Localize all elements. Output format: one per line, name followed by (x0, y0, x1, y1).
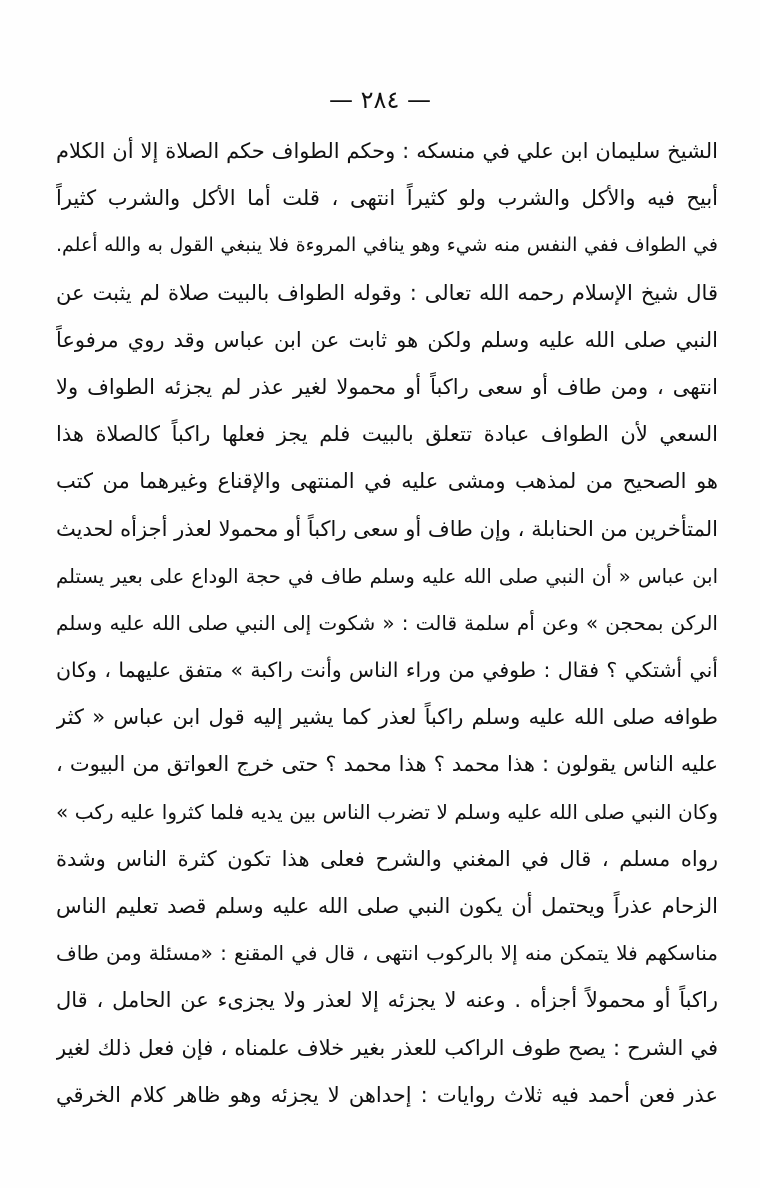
text-line: راكباً أو محمولاً أجزأه . وعنه لا يجزئه إلا لعذر ولا يجزىء عن الحامل ، قال (56, 988, 718, 1013)
text-line: أني أشتكي ؟ فقال : طوفي من وراء الناس وأنت راكبة » متفق عليهما ، وكان (56, 658, 718, 683)
text-line: وكان النبي صلى الله عليه وسلم لا تضرب الناس بين يديه فلما كثروا عليه ركب » (56, 799, 718, 824)
text-line: الركن بمحجن » وعن أم سلمة قالت : « شكوت إلى النبي صلى الله عليه وسلم (56, 610, 718, 635)
text-line: الزحام عذراً ويحتمل أن يكون النبي صلى الله عليه وسلم قصد تعليم الناس (56, 894, 718, 918)
text-line: هو الصحيح من لمذهب ومشى عليه في المنتهى والإقناع وغيرهما من كتب (56, 469, 718, 494)
text-line: في الطواف ففي النفس منه شيء وهو ينافي المروءة فلا ينبغي القول به والله أعلم. (56, 234, 718, 257)
text-line: مناسكهم فلا يتمكن منه إلا بالركوب انتهى ، قال في المقنع : «مسئلة ومن طاف (56, 941, 718, 966)
text-line: عذر فعن أحمد فيه ثلاث روايات : إحداهن لا يجزئه وهو ظاهر كلام الخرقي (56, 1082, 718, 1107)
text-line: رواه مسلم ، قال في المغني والشرح فعلى هذا تكون كثرة الناس وشدة (56, 846, 718, 871)
body-text (56, 128, 718, 1119)
text-line: أبيح فيه والأكل والشرب ولو كثيراً انتهى ، قلت أما الأكل والشرب كثيراً (56, 186, 718, 211)
text-line: النبي صلى الله عليه وسلم ولكن هو ثابت عن ابن عباس وقد روي مرفوعاً (56, 327, 718, 352)
text-line: في الشرح : يصح طوف الراكب للعذر بغير خلاف علمناه ، فإن فعل ذلك لغير (56, 1035, 718, 1060)
page-number: — ٢٨٤ — (329, 86, 431, 114)
text-line: المتأخرين من الحنابلة ، وإن طاف أو سعى راكباً أو محمولا لعذر أجزأه لحديث (56, 516, 718, 541)
text-line: ابن عباس « أن النبي صلى الله عليه وسلم طاف في حجة الوداع على بعير يستلم (56, 564, 718, 588)
text-line: طوافه صلى الله عليه وسلم راكباً لعذر كما يشير إليه قول ابن عباس « كثر (56, 705, 718, 730)
text-line: عليه الناس يقولون : هذا محمد ؟ هذا محمد ؟ حتى خرج العواتق من البيوت ، (56, 752, 718, 777)
text-line: قال شيخ الإسلام رحمه الله تعالى : وقوله الطواف بالبيت صلاة لم يثبت عن (56, 280, 718, 305)
text-line: السعي لأن الطواف عبادة تتعلق بالبيت فلم يجز فعلها راكباً كالصلاة هذا (56, 422, 718, 447)
text-line: الشيخ سليمان ابن علي في منسكه : وحكم الطواف حكم الصلاة إلا أن الكلام (56, 139, 718, 163)
text-line: انتهى ، ومن طاف أو سعى راكباً أو محمولا لغير عذر لم يجزئه الطواف ولا (56, 374, 718, 399)
